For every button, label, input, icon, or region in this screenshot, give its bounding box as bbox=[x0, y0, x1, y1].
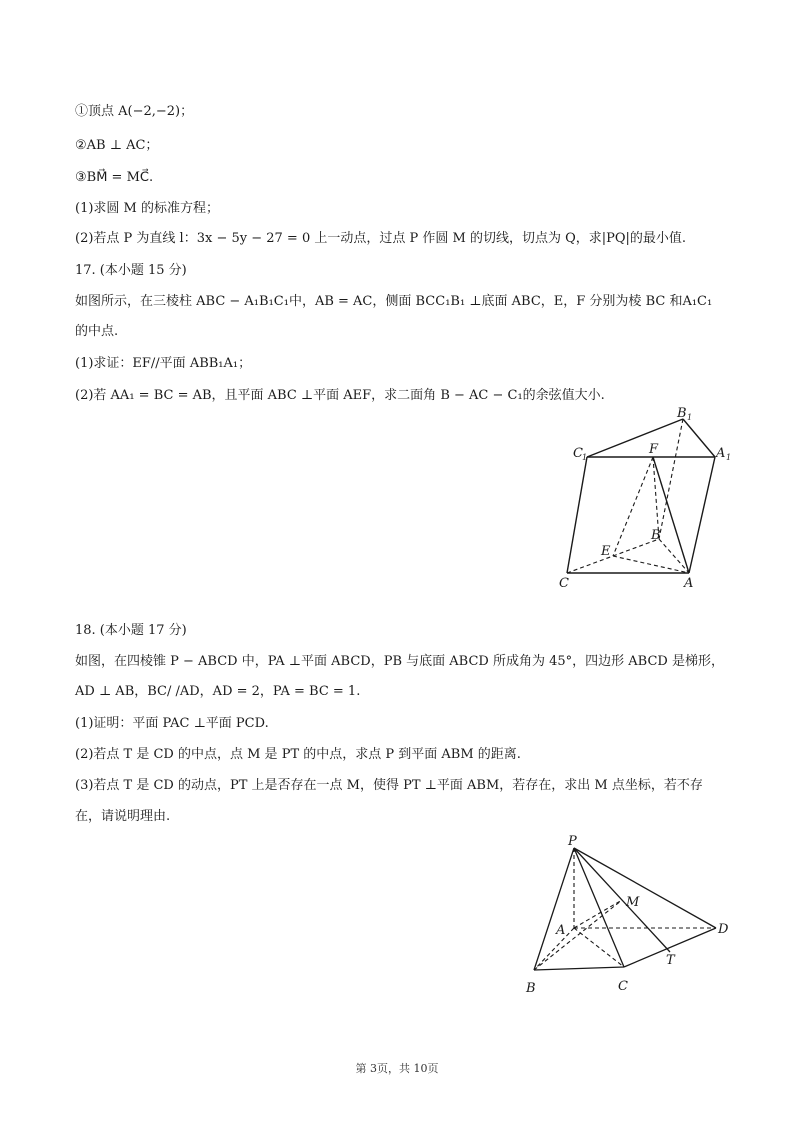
problem-heading: 18. (本小题 17 分) bbox=[75, 623, 187, 638]
page-footer: 第 3页，共 10页 bbox=[355, 1062, 439, 1075]
text-line: 的中点. bbox=[75, 324, 119, 339]
text-line: (1)求证：EF//平面 ABB₁A₁； bbox=[75, 356, 252, 371]
label-c: C bbox=[618, 979, 628, 994]
segment-f-a bbox=[653, 457, 689, 573]
text-line: ③BM⃗ = MC⃗. bbox=[75, 170, 154, 185]
edge-b-c bbox=[534, 967, 624, 970]
label-b: B bbox=[651, 528, 661, 543]
text-line: (2)若 AA₁ = BC = AB，且平面 ABC ⊥平面 AEF，求二面角 B − AC − C₁的余弦值大小. bbox=[75, 388, 605, 403]
pyramid-figure bbox=[518, 830, 738, 1000]
label-b: B bbox=[526, 981, 536, 996]
edge-b1-a1 bbox=[683, 419, 715, 457]
label-c1: C bbox=[573, 446, 583, 461]
edge-c1-b1 bbox=[587, 419, 683, 457]
label-m: M bbox=[626, 895, 640, 910]
text-line: (2)若点 T 是 CD 的中点，点 M 是 PT 的中点，求点 P 到平面 ABM 的距离. bbox=[75, 747, 521, 762]
label-a: A bbox=[684, 576, 694, 590]
text-line: (3)若点 T 是 CD 的动点，PT 上是否存在一点 M，使得 PT ⊥平面 ABM，若存在，求出 M 点坐标，若不存 bbox=[75, 778, 703, 793]
text-line: (2)若点 P 为直线 l：3x − 5y − 27 = 0 上一动点，过点 P 作圆 M 的切线，切点为 Q，求|PQ|的最小值. bbox=[75, 231, 687, 246]
prism-figure bbox=[555, 405, 745, 590]
text-line: (1)证明：平面 PAC ⊥平面 PCD. bbox=[75, 716, 269, 731]
text-line: ②AB ⊥ AC； bbox=[75, 138, 159, 153]
label-p: P bbox=[568, 834, 577, 849]
text-line: 如图所示，在三棱柱 ABC − A₁B₁C₁中，AB = AC，侧面 BCC₁B₁ ⊥底面 ABC，E，F 分别为棱 BC 和A₁C₁ bbox=[75, 294, 713, 309]
label-a1-sub: 1 bbox=[726, 453, 732, 462]
label-a: A bbox=[556, 923, 566, 938]
label-c: C bbox=[559, 576, 569, 590]
segment-f-e bbox=[613, 457, 653, 556]
edge-p-b bbox=[534, 848, 574, 970]
label-d: D bbox=[718, 922, 729, 937]
label-a1: A bbox=[716, 446, 726, 461]
segment-f-b bbox=[653, 457, 659, 539]
edge-p-c bbox=[574, 848, 624, 967]
edge-b1-b bbox=[659, 419, 683, 539]
edge-b-a bbox=[659, 539, 689, 573]
label-e: E bbox=[601, 544, 611, 559]
label-t: T bbox=[666, 953, 675, 968]
label-b1: B bbox=[677, 406, 687, 421]
edge-a1-a bbox=[689, 457, 715, 573]
text-line: 如图，在四棱锥 P − ABCD 中，PA ⊥平面 ABCD，PB 与底面 ABCD 所成角为 45°，四边形 ABCD 是梯形， bbox=[75, 654, 724, 669]
label-c1-sub: 1 bbox=[582, 453, 588, 462]
segment-b-m bbox=[534, 900, 622, 970]
segment-e-a bbox=[613, 556, 689, 573]
text-line: ①顶点 A(−2,−2)； bbox=[75, 104, 194, 119]
text-line: 在，请说明理由. bbox=[75, 809, 171, 824]
edge-a-b bbox=[534, 928, 574, 970]
label-b1-sub: 1 bbox=[687, 413, 693, 422]
label-f: F bbox=[649, 442, 659, 457]
text-line: AD ⊥ AB，BC/ /AD，AD = 2，PA = BC = 1. bbox=[75, 684, 361, 699]
edge-c1-c bbox=[567, 457, 587, 573]
text-line: (1)求圆 M 的标准方程； bbox=[75, 201, 219, 216]
problem-heading: 17. (本小题 15 分) bbox=[75, 263, 187, 278]
